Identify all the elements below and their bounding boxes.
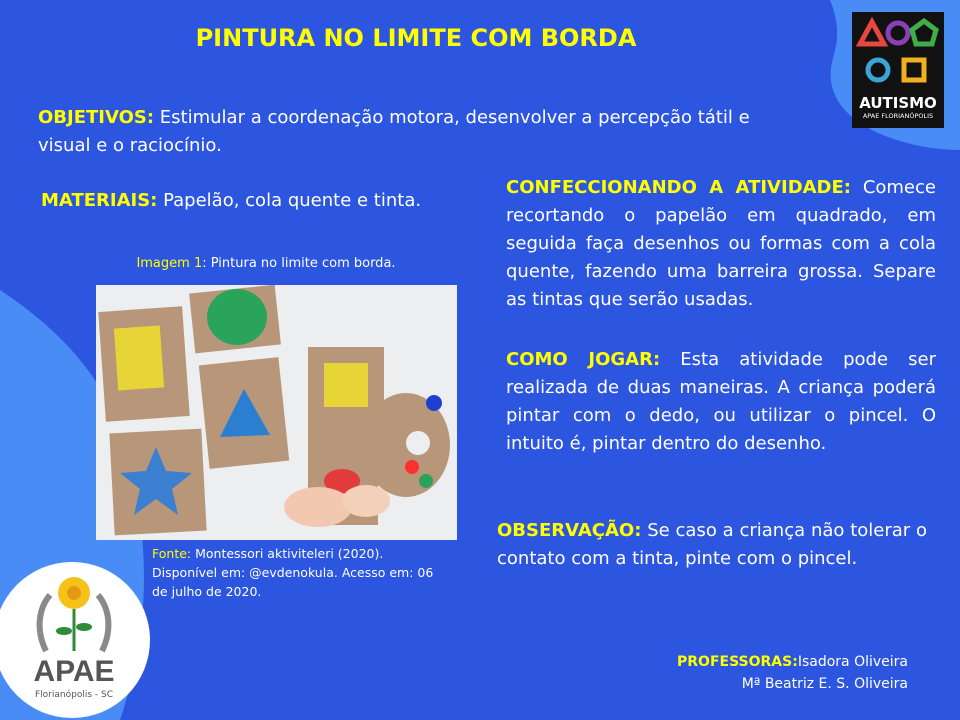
como-jogar-label: COMO JOGAR:: [506, 349, 661, 370]
materiais-label: MATERIAIS:: [41, 190, 158, 211]
observacao-text: Se caso a criança não tolerar o contato com a tinta, pinte com o pincel.: [497, 520, 927, 569]
apae-logo: [10, 565, 138, 710]
como-jogar-text: Esta atividade pode ser realizada de duas maneiras. A criança poderá pintar com o dedo, ou utilizar o pincel. O intuito é, pintar dentro do desenho.: [506, 349, 936, 454]
apae-flower-icon: [10, 565, 138, 657]
observacao-paragraph: [497, 517, 927, 573]
activity-photo: [96, 285, 457, 540]
objetivos-text: Estimular a coordenação motora, desenvolver a percepção tátil e visual e o raciocínio.: [38, 107, 750, 156]
professoras-label: PROFESSORAS:: [677, 654, 798, 670]
confeccionando-paragraph: [506, 174, 936, 314]
professora-name-2: Mª Beatriz E. S. Oliveira: [741, 676, 908, 692]
source-text: Montessori aktiviteleri (2020). Disponível em: @evdenokula. Acesso em: 06 de julho de 2020.: [152, 546, 434, 599]
source-label: Fonte:: [152, 546, 192, 561]
confeccionando-text: Comece recortando o papelão em quadrado, em seguida faça desenhos ou formas com a cola quente, fazendo uma barreira grossa. Separe as tintas que serão usadas.: [506, 177, 936, 310]
autismo-logo-subtitle: APAE FLORIANÓPOLIS: [862, 112, 934, 120]
confeccionando-label: CONFECCIONANDO A ATIVIDADE:: [506, 177, 851, 198]
professoras-credit: [677, 651, 908, 695]
page-title: PINTURA NO LIMITE COM BORDA: [195, 24, 637, 52]
professoras-line-1: [677, 651, 908, 673]
objetivos-label: OBJETIVOS:: [38, 107, 155, 128]
autismo-logo: [852, 12, 944, 128]
objetivos-paragraph: [38, 104, 798, 160]
professora-name-1: Isadora Oliveira: [797, 654, 908, 670]
apae-logo-city: Florianópolis - SC: [35, 690, 113, 700]
autismo-shapes-icon: [852, 12, 944, 94]
materiais-paragraph: [41, 187, 461, 215]
caption-text: : Pintura no limite com borda.: [202, 256, 396, 271]
observacao-label: OBSERVAÇÃO:: [497, 520, 642, 541]
autismo-logo-title: AUTISMO: [859, 94, 937, 112]
materiais-text: Papelão, cola quente e tinta.: [157, 190, 422, 211]
image-source: [152, 544, 452, 601]
apae-logo-name: APAE: [33, 655, 115, 688]
caption-label: Imagem 1: [136, 256, 203, 271]
image-caption: [96, 256, 436, 271]
como-jogar-paragraph: [506, 346, 936, 458]
